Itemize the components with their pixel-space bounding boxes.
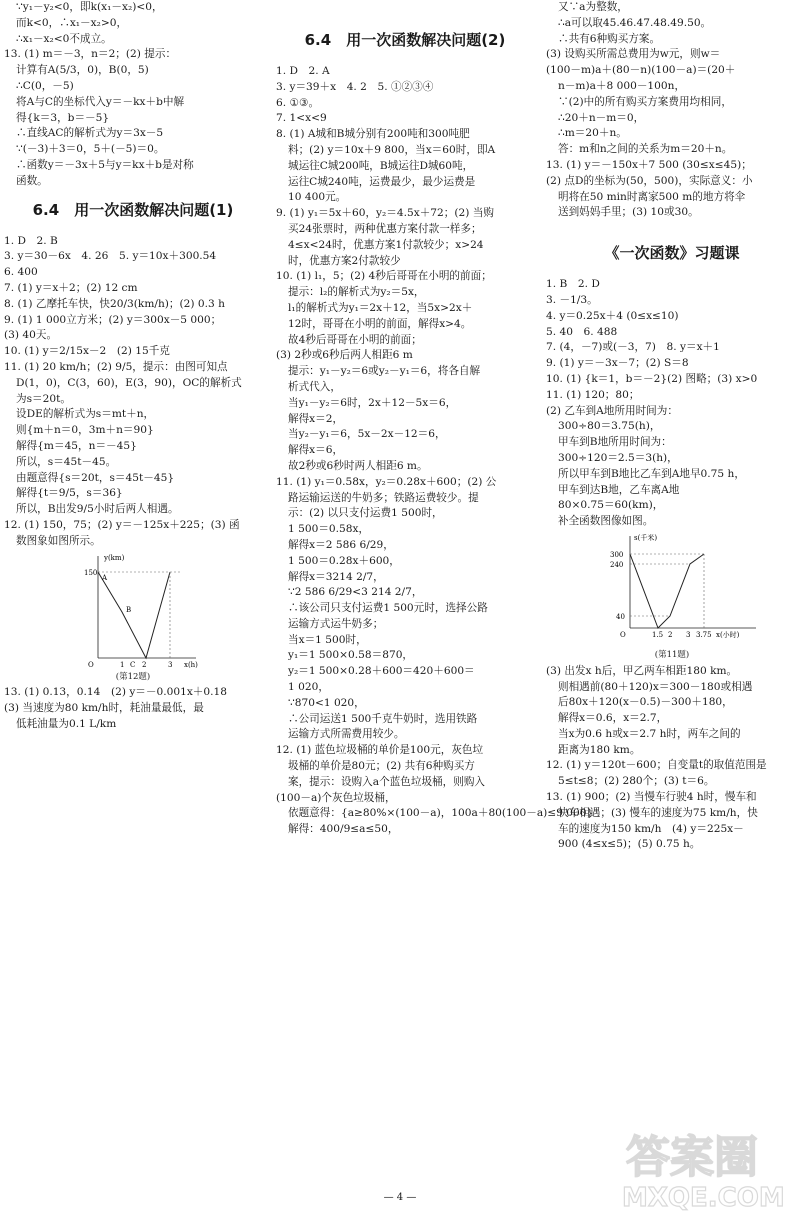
figure-12-graph (4, 550, 262, 670)
graph-line (630, 554, 704, 628)
col1.top_lines-line: ∴C(0，－5) (16, 79, 74, 92)
col1.top_lines-line: 得{k＝3，b＝－5} (16, 111, 110, 124)
col3.answers-line: 补全函数图像如图。 (558, 515, 654, 528)
col2.lines-line: ∴该公司只支付运费1 500元时，选择公路 (288, 602, 488, 615)
col3.answers-line: 7. (4，－7)或(－3，7) 8. y＝x＋1 (546, 341, 720, 354)
col3.top_lines-line: ∴m＝20＋n。 (558, 127, 627, 140)
col2.lines-line: 运输方式运牛奶多； (288, 617, 384, 630)
col3.tail_lines-line: 当x为0.6 h或x＝2.7 h时，两车之间的 (558, 727, 741, 740)
col1.answers-line: 10. (1) y＝2/15x－2 (2) 15千克 (4, 345, 170, 358)
col1.answers-line: 8. (1) 乙摩托车快，快20/3(km/h)；(2) 0.3 h (4, 297, 225, 310)
col2.lines-line: 路运输运送的牛奶多；铁路运费较少。提 (288, 491, 479, 504)
col3-tail (546, 664, 798, 854)
col1.top_lines-line: 将A与C的坐标代入y＝－kx＋b中解 (16, 95, 185, 108)
col2.lines-line: 1. D 2. A (276, 65, 330, 77)
col2.lines-line: 故2秒或6秒时两人相距6 m。 (288, 459, 428, 472)
col2.lines-line: 提示：l₂的解析式为y₂＝5x， (288, 286, 425, 299)
col3.answers-line: 3. －1/3。 (546, 293, 598, 306)
page-number: — 4 — (383, 1192, 417, 1203)
col2.lines-line: 析式代入， (288, 380, 341, 393)
col2.lines-line: 买24张票时，两种优惠方案付款一样多； (288, 222, 482, 235)
col2.lines-line: 7. 1<x<9 (276, 112, 327, 125)
figure-12-caption: (第12题) (115, 671, 151, 682)
col1.answers-line: 7. (1) y＝x＋2；(2) 12 cm (4, 281, 138, 294)
watermark-text: 答案圈 (626, 1132, 758, 1183)
col1.tail_lines-line: (3) 当速度为80 km/h时，耗油量最低，最 (4, 702, 204, 715)
col3.answers-line: 80×0.75＝60(km)， (558, 499, 664, 512)
col1.answers-line: 设DE的解析式为s＝mt＋n， (16, 408, 155, 421)
col3.answers-line: 300÷120＝2.5＝3(h)， (558, 451, 678, 464)
watermark-logo (612, 1120, 797, 1212)
col3.answers-line: 5. 40 6. 488 (546, 325, 618, 338)
col2.lines-line: ∵2 586 6/29<3 214 2/7， (288, 586, 423, 599)
col3.answers-line: 11. (1) 120；80； (546, 388, 640, 401)
fig11-tick-1-5: 1.5 (652, 630, 664, 639)
col2.lines-line: 1 020， (288, 681, 329, 694)
col3.tail_lines-line: 900 (4≤x≤5)；(5) 0.75 h。 (558, 838, 701, 851)
col1.top_lines-line: ∵(－3)＋3＝0，5＋(－5)＝0。 (16, 143, 165, 156)
col3.top_lines-line: n－m)a＋8 000－100n， (558, 79, 686, 92)
col1.top_lines-line: ∴函数y＝－3x＋5与y＝kx＋b是对称 (16, 158, 194, 171)
fig11-ylabel: s(千米) (634, 533, 658, 542)
col2.lines-line: 示：(2) 以只支付运费1 500时， (288, 507, 443, 520)
fig12-ylabel: y(km) (104, 553, 125, 562)
col1.top_lines-line: 函数。 (16, 174, 48, 187)
col1.answers-line: 为s＝20t。 (16, 392, 71, 405)
fig12-point-b: B (126, 605, 132, 614)
col2.lines-line: 圾桶的单价是80元；(2) 共有6种购买方 (288, 760, 475, 773)
col3.answers-line: 4. y＝0.25x＋4 (0≤x≤10) (546, 309, 679, 322)
col1.answers-line: 12. (1) 150，75；(2) y＝－125x＋225；(3) 函 (4, 518, 240, 531)
col2.lines-line: 当y₁－y₂＝6时，2x＋12－5x＝6， (288, 396, 457, 409)
col2.lines-line: 12. (1) 蓝色垃圾桶的单价是100元，灰色垃 (276, 744, 484, 757)
section-title-review: 《一次函数》习题课 (604, 244, 740, 263)
col1.answers-line: 1. D 2. B (4, 234, 58, 247)
col3.answers-line: 1. B 2. D (546, 278, 600, 291)
col3.top_lines-line: ∴20＋n－m＝0， (558, 111, 645, 124)
fig12-tick-3: 3 (168, 660, 173, 669)
col3.top_lines-line: (100－m)a＋(80－n)(100－a)＝(20＋ (546, 64, 736, 77)
fig12-tick-1: 1 (120, 660, 125, 669)
col2.lines-line: 故4秒后哥哥在小明的前面； (288, 333, 422, 346)
col3.tail_lines-line: 12. (1) y＝120t－600；自变量t的取值范围是 (546, 759, 767, 772)
col2.lines-line: 案，提示：设购入a个蓝色垃圾桶，则购入 (288, 775, 486, 788)
col1.answers-line: 解得{t＝9/5，s＝36} (16, 487, 123, 500)
col2.lines-line: 4≤x<24时，优惠方案1付款较少；x>24 (288, 238, 484, 251)
col3.answers-line: 300÷80＝3.75(h)， (558, 420, 661, 433)
col2.lines-line: 料；(2) y＝10x＋9 800，当x＝60时，即A (288, 143, 496, 156)
col3.tail_lines-line: 快车相遇；(3) 慢车的速度为75 km/h，快 (558, 806, 758, 819)
col2.lines-line: ∴公司运送1 500千克牛奶时，选用铁路 (288, 712, 478, 725)
column-right (546, 0, 798, 853)
col1.answers-line: 11. (1) 20 km/h；(2) 9/5，提示：由图可知点 (4, 360, 228, 373)
col3.answers-line: 所以甲车到B地比乙车到A地早0.75 h， (558, 467, 745, 480)
col1.answers-line: 所以，B出发9/5小时后两人相遇。 (16, 503, 179, 516)
col3.tail_lines-line: 则相遇前(80＋120)x＝300－180或相遇 (558, 680, 753, 693)
col1.top_lines-line: ∵y₁－y₂<0，即k(x₁－x₂)<0， (16, 1, 163, 13)
col3.top_lines-line: 13. (1) y＝－150x＋7 500 (30≤x≤45)； (546, 158, 752, 171)
col2.lines-line: 12时，哥哥在小明的前面，解得x>4。 (288, 317, 472, 330)
col3.answers-line: 甲车到达B地，乙车离A地 (558, 483, 680, 496)
col3.tail_lines-line: 后80x＋120(x－0.5)－300＋180， (558, 696, 733, 709)
section-title-6-4-1: 6.4 用一次函数解决问题(1) (32, 200, 234, 219)
col3.tail_lines-line: 车的速度为150 km/h (4) y＝225x－ (558, 822, 744, 835)
col2.lines-line: y₂＝1 500×0.28＋600＝420＋600＝ (288, 665, 475, 678)
col1.answers-line: (3) 40天。 (4, 329, 58, 342)
col1.tail_lines-line: 13. (1) 0.13，0.14 (2) y＝－0.001x＋0.18 (4, 686, 227, 699)
col1.top_lines-line: ∴直线AC的解析式为y＝3x－5 (16, 127, 164, 140)
col3.tail_lines-line: (3) 出发x h后，甲乙两车相距180 km。 (546, 664, 738, 677)
col3-answers (546, 277, 798, 530)
col1.answers-line: 解得{m＝45，n＝－45} (16, 439, 137, 452)
col2.lines-line: 运往C城240吨，运费最少，最少运费是 (288, 175, 476, 188)
col1.answers-line: 则{m＋n＝0，3m＋n＝90} (16, 424, 154, 437)
col3.answers-line: 10. (1) {k＝1，b＝－2}(2) 图略；(3) x>0 (546, 372, 758, 385)
col2.lines-line: 6. ①③。 (276, 96, 320, 109)
col3.answers-line: 甲车到B地所用时间为： (558, 436, 672, 449)
col1.answers-line: 由题意得{s＝20t，s＝45t－45} (16, 471, 175, 484)
col2.lines-line: 依题意得：{a≥80%×(100－a)，100a＋80(100－a)≤9 000} (288, 807, 594, 820)
fig11-tick-2: 2 (668, 630, 673, 639)
col1.top_lines-line: 计算有A(5/3，0)，B(0，5) (16, 64, 149, 77)
fig11-tick-3-75: 3.75 (696, 630, 712, 639)
col3.top_lines-line: 送到妈妈手里；(3) 10或30。 (558, 206, 699, 219)
col2.lines-line: 解得x＝2 586 6/29， (288, 538, 394, 551)
col1-answers (4, 234, 262, 550)
col2.lines-line: 提示：y₁－y₂＝6或y₂－y₁＝6，将各自解 (288, 365, 481, 378)
fig12-tick-c: C (130, 660, 136, 669)
col2.lines-line: 解得x＝3214 2/7， (288, 570, 384, 583)
col1.top_lines-line: 13. (1) m＝－3，n＝2；(2) 提示： (4, 48, 177, 61)
col1.answers-line: 所以，s＝45t－45。 (16, 455, 117, 468)
col1.tail_lines-line: 低耗油量为0.1 L/km (16, 717, 117, 730)
col2.lines-line: 城运往C城200吨，B城运往D城60吨， (288, 159, 474, 172)
col2.lines-line: 当x＝1 500时， (288, 633, 367, 646)
fig12-tick-2: 2 (142, 660, 147, 669)
figure-11-caption: (第11题) (654, 649, 690, 660)
col3.top_lines-line: (2) 点D的坐标为(50，500)，实际意义：小 (546, 174, 753, 187)
fig11-tick-240: 240 (610, 560, 624, 569)
col2.lines-line: 8. (1) A城和B城分别有200吨和300吨肥 (276, 128, 470, 141)
col3.tail_lines-line: 13. (1) 900；(2) 当慢车行驶4 h时，慢车和 (546, 791, 757, 804)
fig12-tick-y: 150 (84, 568, 98, 577)
col3.top_lines-line: ∴a可以取45.46.47.48.49.50。 (558, 16, 712, 29)
fig12-xlabel: x(h) (184, 660, 198, 669)
col1-top-block (4, 0, 262, 190)
col1.answers-line: D(1，0)，C(3，60)，E(3，90)，OC的解析式 (16, 376, 242, 389)
col2.lines-line: 1 500＝0.58x， (288, 523, 370, 536)
watermark-url: MXQE.COM (622, 1183, 785, 1213)
fig11-tick-40: 40 (616, 612, 625, 621)
col3.answers-line: (2) 乙车到A地所用时间为： (546, 404, 678, 417)
fig11-tick-o: O (620, 630, 626, 639)
col2.lines-line: 1 500＝0.28x＋600， (288, 554, 400, 567)
col3-top-block (546, 0, 798, 221)
col2.lines-line: ∵870<1 020， (288, 696, 365, 709)
col3.answers-line: 9. (1) y＝－3x－7；(2) S＝8 (546, 357, 689, 370)
col2.lines-line: 时，优惠方案2付款较少 (288, 254, 401, 267)
fig11-tick-300: 300 (610, 550, 624, 559)
col2.lines-line: 解得：400/9≤a≤50， (288, 823, 399, 836)
col3.top_lines-line: 又∵a为整数， (558, 1, 628, 13)
col1.answers-line: 3. y＝30－6x 4. 26 5. y＝10x＋300.54 (4, 250, 217, 263)
col1-tail (4, 685, 262, 732)
col2.lines-line: 运输方式所需费用较少。 (288, 728, 405, 741)
col2.lines-line: y₁＝1 500×0.58＝870， (288, 649, 414, 662)
col2.lines-line: 解得x＝6， (288, 444, 344, 457)
fig11-xlabel: x(小时) (716, 630, 740, 639)
fig12-point-a: A (102, 573, 108, 582)
col2.lines-line: (100－a)个灰色垃圾桶， (276, 791, 396, 804)
col2.lines-line: 9. (1) y₁＝5x＋60，y₂＝4.5x＋72；(2) 当购 (276, 207, 494, 220)
col3.top_lines-line: (3) 设购买所需总费用为w元，则w＝ (546, 48, 721, 61)
col3.top_lines-line: 明将在50 min时离家500 m的地方将伞 (558, 190, 746, 203)
col1.top_lines-line: ∴x₁－x₂<0不成立。 (16, 32, 112, 45)
column-left (4, 0, 262, 733)
col1.answers-line: 9. (1) 1 000立方米；(2) y＝300x－5 000； (4, 313, 222, 326)
graph-line (98, 572, 170, 658)
col2.lines-line: l₁的解析式为y₁＝2x＋12，当5x>2x＋ (288, 301, 473, 314)
figure-11-graph (546, 530, 798, 648)
col2.lines-line: (3) 2秒或6秒后两人相距6 m (276, 349, 413, 362)
col1.answers-line: 6. 400 (4, 266, 38, 279)
col2.lines-line: 3. y＝39＋x 4. 2 5. ①②③④ (276, 80, 434, 93)
col3.tail_lines-line: 5≤t≤8；(2) 280个；(3) t＝6。 (558, 775, 715, 788)
col3.top_lines-line: ∵(2)中的所有购买方案费用均相同， (558, 95, 732, 108)
col2.lines-line: 当y₂－y₁＝6，5x－2x－12＝6， (288, 428, 446, 441)
col3.tail_lines-line: 解得x＝0.6，x＝2.7， (558, 712, 668, 725)
col2.lines-line: 10 400元。 (288, 191, 347, 204)
col2.lines-line: 解得x＝2， (288, 412, 344, 425)
col2.lines-line: 10. (1) l₁，5；(2) 4秒后哥哥在小明的前面； (276, 270, 492, 283)
col3.tail_lines-line: 距离为180 km。 (558, 743, 641, 756)
col1.top_lines-line: 而k<0，∴x₁－x₂>0， (16, 16, 128, 29)
col2.lines-line: 11. (1) y₁＝0.58x，y₂＝0.28x＋600；(2) 公 (276, 475, 497, 488)
fig12-tick-o: O (88, 660, 94, 669)
col3.top_lines-line: 答：m和n之间的关系为m＝20＋n。 (558, 143, 733, 156)
col1.answers-line: 数图象如图所示。 (16, 534, 101, 547)
col3.top_lines-line: ∴共有6种购买方案。 (558, 32, 661, 45)
fig11-tick-3: 3 (686, 630, 691, 639)
section-title-6-4-2: 6.4 用一次函数解决问题(2) (304, 31, 506, 49)
